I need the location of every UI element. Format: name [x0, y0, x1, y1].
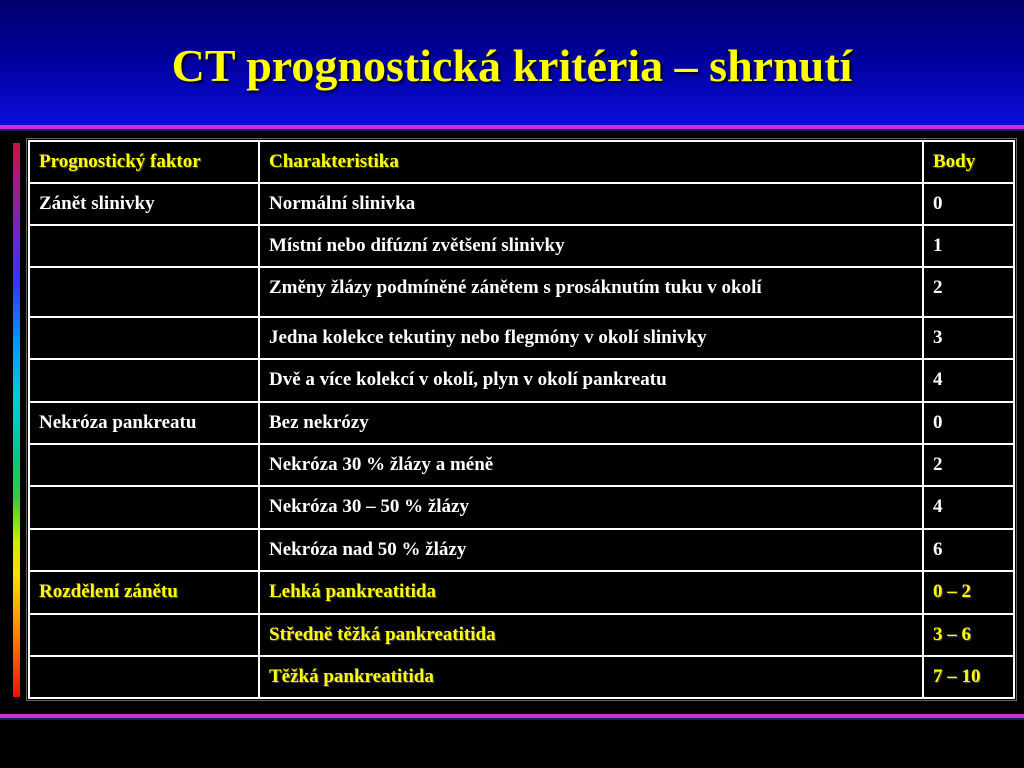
cell-characteristic: Místní nebo difúzní zvětšení slinivky — [259, 225, 923, 267]
table-row — [29, 183, 1014, 225]
table-row — [29, 267, 1014, 317]
cell-points: 2 — [923, 444, 1014, 486]
title-divider-shade — [0, 129, 1024, 131]
header-cell-factor: Prognostický faktor — [29, 141, 259, 183]
cell-points: 3 – 6 — [923, 614, 1014, 656]
cell-factor — [29, 359, 259, 402]
cell-points: 7 – 10 — [923, 656, 1014, 698]
bottom-divider-shade — [0, 718, 1024, 720]
table-row-highlighted — [29, 614, 1014, 656]
criteria-table — [28, 140, 1015, 699]
cell-points: 4 — [923, 486, 1014, 529]
cell-factor — [29, 267, 259, 317]
cell-points: 3 — [923, 317, 1014, 359]
cell-characteristic: Středně těžká pankreatitida — [259, 614, 923, 656]
header-cell-points: Body — [923, 141, 1014, 183]
cell-characteristic: Bez nekrózy — [259, 402, 923, 444]
table-row — [29, 529, 1014, 571]
cell-factor — [29, 317, 259, 359]
cell-points: 0 – 2 — [923, 571, 1014, 614]
cell-characteristic: Dvě a více kolekcí v okolí, plyn v okolí pankreatu — [259, 359, 923, 402]
cell-points: 0 — [923, 402, 1014, 444]
table-row-highlighted — [29, 656, 1014, 698]
table-row — [29, 444, 1014, 486]
cell-factor — [29, 486, 259, 529]
table-header-row — [29, 141, 1014, 183]
cell-factor: Rozdělení zánětu — [29, 571, 259, 614]
table-row — [29, 359, 1014, 402]
cell-factor: Nekróza pankreatu — [29, 402, 259, 444]
table-row-highlighted — [29, 571, 1014, 614]
cell-points: 1 — [923, 225, 1014, 267]
cell-factor — [29, 444, 259, 486]
table-row — [29, 402, 1014, 444]
cell-points: 4 — [923, 359, 1014, 402]
cell-characteristic: Normální slinivka — [259, 183, 923, 225]
rainbow-accent-bar — [13, 143, 20, 697]
cell-points: 6 — [923, 529, 1014, 571]
cell-characteristic: Jedna kolekce tekutiny nebo flegmóny v okolí slinivky — [259, 317, 923, 359]
cell-points: 0 — [923, 183, 1014, 225]
cell-factor — [29, 656, 259, 698]
table-row — [29, 317, 1014, 359]
cell-factor: Zánět slinivky — [29, 183, 259, 225]
cell-characteristic: Nekróza 30 % žlázy a méně — [259, 444, 923, 486]
cell-characteristic: Změny žlázy podmíněné zánětem s prosáknutím tuku v okolí — [259, 267, 923, 317]
cell-characteristic: Těžká pankreatitida — [259, 656, 923, 698]
cell-characteristic: Lehká pankreatitida — [259, 571, 923, 614]
cell-factor — [29, 225, 259, 267]
cell-characteristic: Nekróza nad 50 % žlázy — [259, 529, 923, 571]
cell-characteristic: Nekróza 30 – 50 % žlázy — [259, 486, 923, 529]
cell-factor — [29, 529, 259, 571]
slide-title: CT prognostická kritéria – shrnutí — [171, 40, 853, 91]
cell-points: 2 — [923, 267, 1014, 317]
header-cell-characteristic: Charakteristika — [259, 141, 923, 183]
table-row — [29, 486, 1014, 529]
cell-factor — [29, 614, 259, 656]
table-row — [29, 225, 1014, 267]
